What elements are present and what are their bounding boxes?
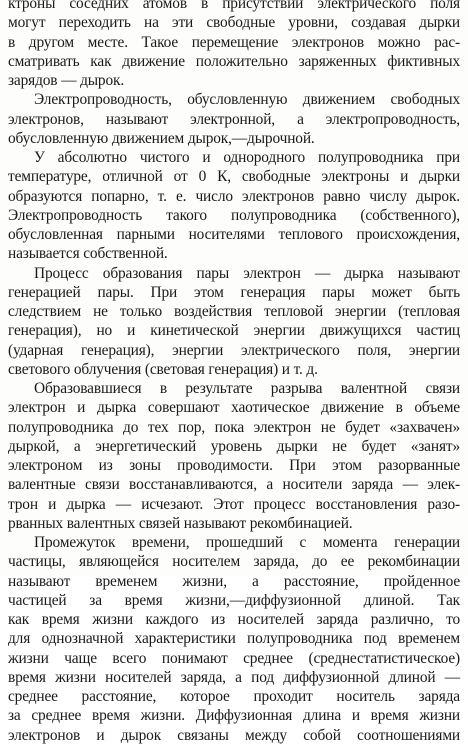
text-line: генерацией пары. При этом генерация пары может быть	[8, 283, 460, 301]
text-line: за среднее время жизни. Диффузионная длина и время жизни	[8, 707, 460, 725]
text-line: образуются попарно, т. е. число электронов равно числу дырок.	[8, 187, 460, 205]
text-line: как время жизни каждого из носителей заряда различно, то	[8, 611, 460, 628]
text-line: время жизни носителей заряда, а под диффузионной длиной —	[8, 668, 460, 686]
text-line: трон и дырка — исчезают. Этот процесс восстановления разо-	[8, 495, 460, 513]
text-line: полупроводника до тех пор, пока электрон не будет «захвачен»	[8, 418, 460, 436]
text-line: ктроны соседних атомов в присутствии электрического поля	[8, 0, 460, 12]
text-line: обусловленная парными носителями теплового происхождения,	[8, 226, 460, 243]
text-line: электронов, называют электронной, а электропроводность,	[8, 110, 460, 128]
text-line: электрон и дырка совершают хаотическое движение в объеме	[8, 399, 460, 417]
text-line: температуре, отличной от 0 К, свободные электроны и дырки	[8, 168, 460, 186]
text-line: У абсолютно чистого и однородного полупроводника при	[34, 149, 460, 166]
text-line: в другом месте. Такое перемещение электронов можно рас-	[8, 33, 460, 51]
text-line: Электропроводность такого полупроводника (собственного),	[8, 206, 460, 224]
text-line: для однозначной характеристики полупроводника под временем	[8, 630, 460, 648]
text-line: среднее расстояние, которое проходит носитель заряда	[8, 688, 460, 705]
text-line: называют временем жизни, а расстояние, пройденное	[8, 572, 460, 590]
text-line: частицей за время жизни,—диффузионной длиной. Так	[8, 591, 460, 609]
text-line: дыркой, а энергетический уровень дырки не будет «занят»	[8, 437, 460, 455]
text-line: электроном из зоны проводимости. При этом разорванные	[8, 457, 460, 474]
text-line: Промежуток времени, прошедший с момента генерации	[34, 534, 460, 551]
text-line: Образовавшиеся в результате разрыва валентной связи	[34, 380, 460, 397]
text-line: электронов и дырок связаны между собой соотношениями	[8, 726, 460, 744]
text-line: обусловленную движением дырок,—дырочной.	[8, 129, 315, 147]
text-line: частицы, являющейся носителем заряда, до ее рекомбинации	[8, 553, 460, 571]
text-line: Электропроводность, обусловленную движением свободных	[34, 91, 460, 109]
text-line: светового облучения (световая генерация) и т. д.	[8, 360, 318, 378]
text-line: могут переходить на эти свободные уровни, создавая дырки	[8, 14, 460, 32]
text-line: следствием не только воздействия тепловой энергии (тепловая	[8, 303, 460, 320]
text-line: валентные связи восстанавливаются, а носители заряда — элек-	[8, 476, 460, 494]
text-line: рванных валентных связей называют рекомбинацией.	[8, 514, 353, 532]
text-line: зарядов — дырок.	[8, 72, 125, 89]
text-line: называется собственной.	[8, 245, 168, 263]
text-line: жизни чаще всего понимают среднее (среднестатистическое)	[8, 649, 460, 667]
text-line: (ударная генерация), энергии электрического поля, энергии	[8, 341, 460, 359]
text-line: Процесс образования пары электрон — дырка называют	[34, 264, 460, 282]
text-line: генерация), но и кинетической энергии движущихся частиц	[8, 322, 460, 340]
text-line: сматривать как движение положительно заряженных фиктивных	[8, 52, 460, 70]
